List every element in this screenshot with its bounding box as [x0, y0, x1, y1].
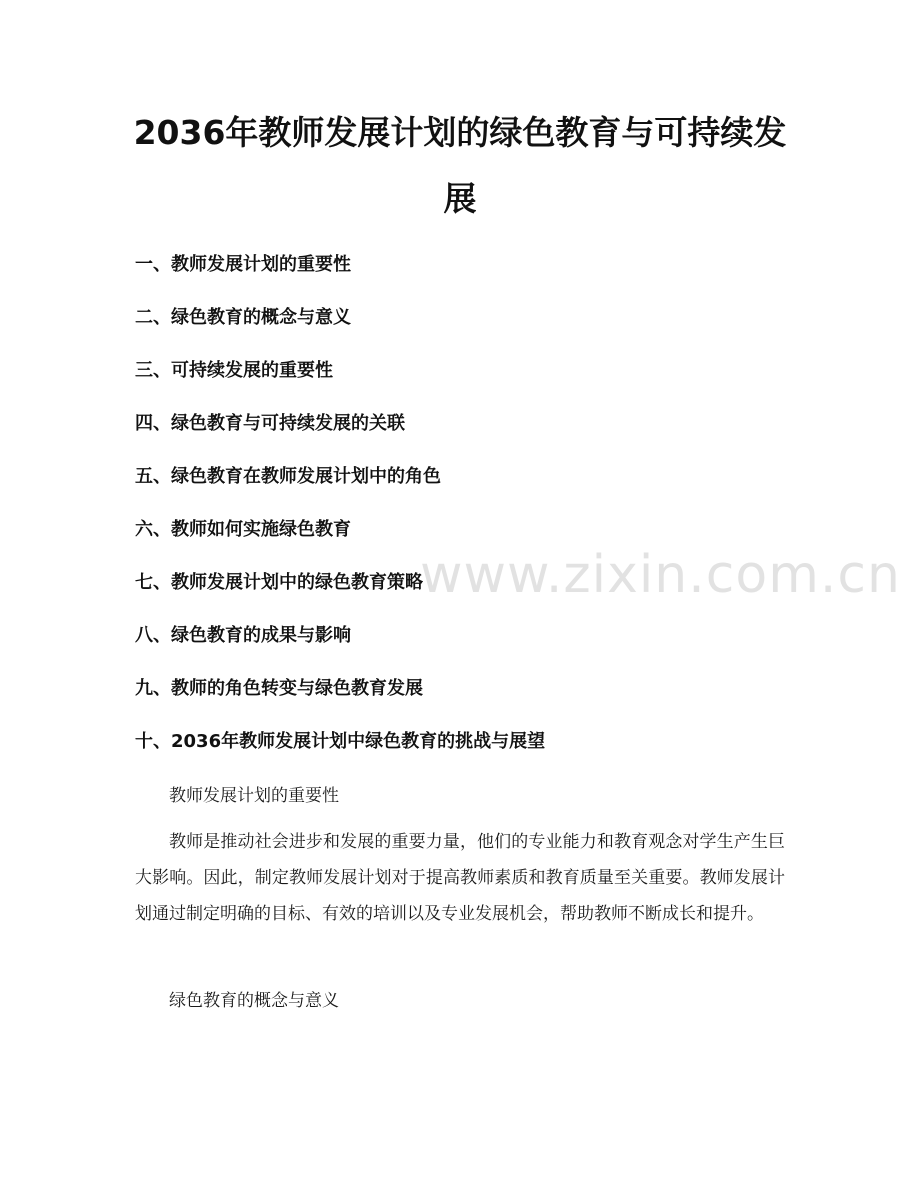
toc-item-2: 二、绿色教育的概念与意义: [135, 307, 351, 328]
toc-item-9: 九、教师的角色转变与绿色教育发展: [135, 678, 423, 699]
toc-item-10: 十、2036年教师发展计划中绿色教育的挑战与展望: [135, 731, 546, 752]
section-2-heading: 绿色教育的概念与意义: [169, 991, 339, 1011]
watermark: www.zixin.com.cn: [420, 545, 901, 605]
toc-item-1: 一、教师发展计划的重要性: [135, 254, 351, 275]
toc-item-5: 五、绿色教育在教师发展计划中的角色: [135, 466, 441, 487]
toc-item-7: 七、教师发展计划中的绿色教育策略: [135, 572, 423, 593]
toc-item-8: 八、绿色教育的成果与影响: [135, 625, 351, 646]
toc-item-4: 四、绿色教育与可持续发展的关联: [135, 413, 405, 434]
section-1-paragraph: 教师是推动社会进步和发展的重要力量，他们的专业能力和教育观念对学生产生巨大影响。因此，制定教师发展计划对于提高教师素质和教育质量至关重要。教师发展计划通过制定明确的目标、有效的培训以及专业发展机会，帮助教师不断成长和提升。: [135, 832, 785, 924]
toc-item-6: 六、教师如何实施绿色教育: [135, 519, 351, 540]
document-title: 2036年教师发展计划的绿色教育与可持续发展: [133, 113, 787, 218]
table-of-contents: [135, 252, 545, 782]
toc-item-3: 三、可持续发展的重要性: [135, 360, 333, 381]
section-1-heading: 教师发展计划的重要性: [169, 786, 339, 806]
